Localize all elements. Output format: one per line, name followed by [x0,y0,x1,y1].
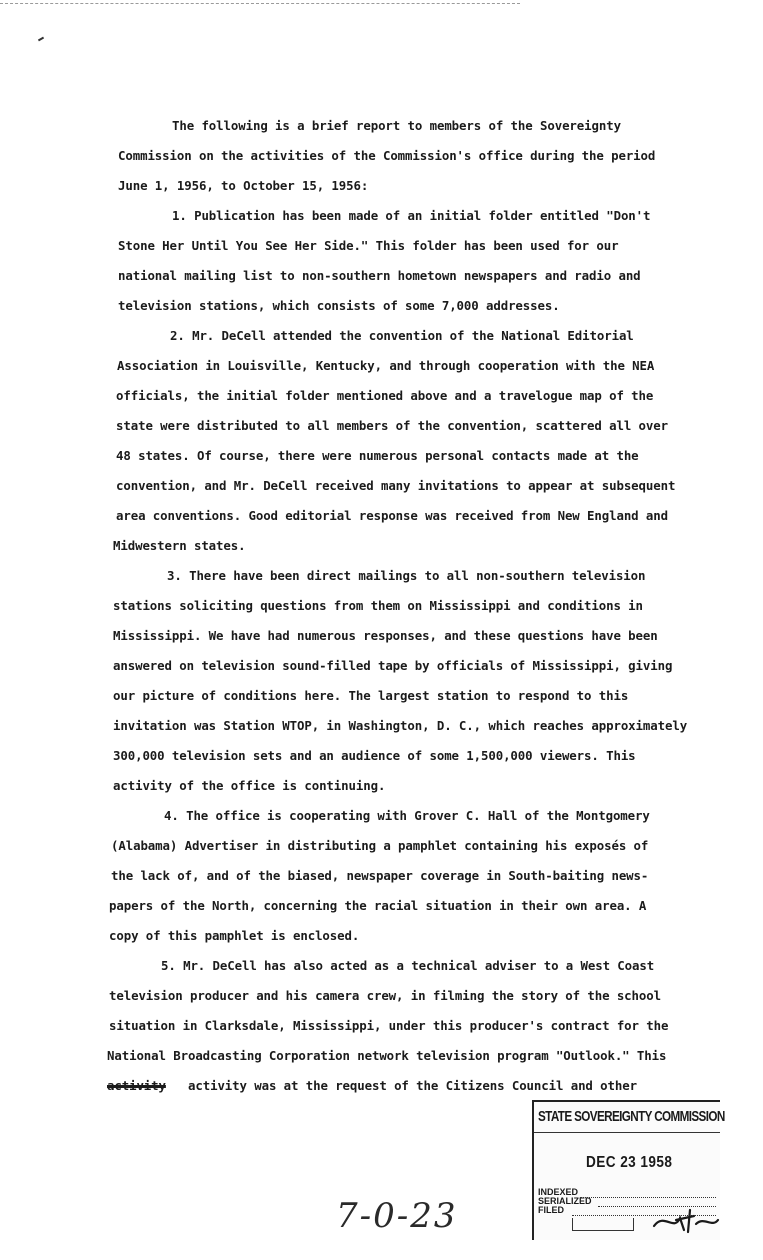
document-line: 1. Publication has been made of an initial folder entitled "Don't [172,208,651,223]
document-line: area conventions. Good editorial response was received from New England and [116,508,668,523]
page-top-edge [0,3,520,4]
document-line: 300,000 television sets and an audience of some 1,500,000 viewers. This [113,748,636,763]
document-line: Midwestern states. [113,538,246,553]
document-line: 5. Mr. DeCell has also acted as a technical adviser to a West Coast [161,958,655,973]
stamp-title: STATE SOVEREIGNTY COMMISSION [538,1108,725,1125]
document-line: Association in Louisville, Kentucky, and through cooperation with the NEA [117,358,655,373]
document-line: situation in Clarksdale, Mississippi, under this producer's contract for the [109,1018,669,1033]
stamp-field-filed: FILED [538,1205,564,1215]
document-line: June 1, 1956, to October 15, 1956: [118,178,369,193]
document-line: Commission on the activities of the Commission's office during the period [118,148,656,163]
document-line: television stations, which consists of some 7,000 addresses. [118,298,560,313]
document-line: officials, the initial folder mentioned above and a travelogue map of the [116,388,654,403]
document-line: The following is a brief report to members of the Sovereignty [172,118,621,133]
stamp-field-indexed: INDEXED [538,1187,579,1197]
struck-out-word: activity [107,1078,166,1093]
stamp-box [572,1218,634,1231]
document-line: activity was at the request of the Citizens Council and other [188,1078,637,1093]
document-line: our picture of conditions here. The largest station to respond to this [113,688,629,703]
document-line: television producer and his camera crew, in filming the story of the school [109,988,661,1003]
document-line: invitation was Station WTOP, in Washington, D. C., which reaches approximately [113,718,688,733]
document-line: National Broadcasting Corporation network television program "Outlook." This [107,1048,667,1063]
document-line: activity of the office is continuing. [113,778,386,793]
document-line: the lack of, and of the biased, newspaper coverage in South-baiting news- [111,868,649,883]
document-line: Stone Her Until You See Her Side." This folder has been used for our [118,238,619,253]
stamp-field-serialized: SERIALIZED [538,1196,592,1206]
document-line: Mississippi. We have had numerous responses, and these questions have been [113,628,658,643]
document-line: papers of the North, concerning the racial situation in their own area. A [109,898,647,913]
initials-signature [650,1206,720,1236]
document-line: state were distributed to all members of the convention, scattered all over [116,418,668,433]
document-line: stations soliciting questions from them on Mississippi and conditions in [113,598,643,613]
document-line: answered on television sound-filled tape by officials of Mississippi, giving [113,658,673,673]
document-line: 2. Mr. DeCell attended the convention of the National Editorial [170,328,634,343]
document-line: 4. The office is cooperating with Grover C. Hall of the Montgomery [164,808,650,823]
document-line: 3. There have been direct mailings to all non-southern television [167,568,646,583]
stamp-dots-indexed [580,1197,716,1198]
document-line: (Alabama) Advertiser in distributing a pamphlet containing his exposés of [111,838,649,853]
handwritten-file-number: 7-0-23 [336,1196,458,1236]
scan-speck [38,37,44,42]
document-line: convention, and Mr. DeCell received many invitations to appear at subsequent [116,478,676,493]
document-line: copy of this pamphlet is enclosed. [109,928,360,943]
stamp-divider [534,1132,720,1133]
stamp-date: DEC 23 1958 [586,1154,673,1171]
document-line: 48 states. Of course, there were numerous personal contacts made at the [116,448,639,463]
document-line: national mailing list to non-southern hometown newspapers and radio and [118,268,641,283]
